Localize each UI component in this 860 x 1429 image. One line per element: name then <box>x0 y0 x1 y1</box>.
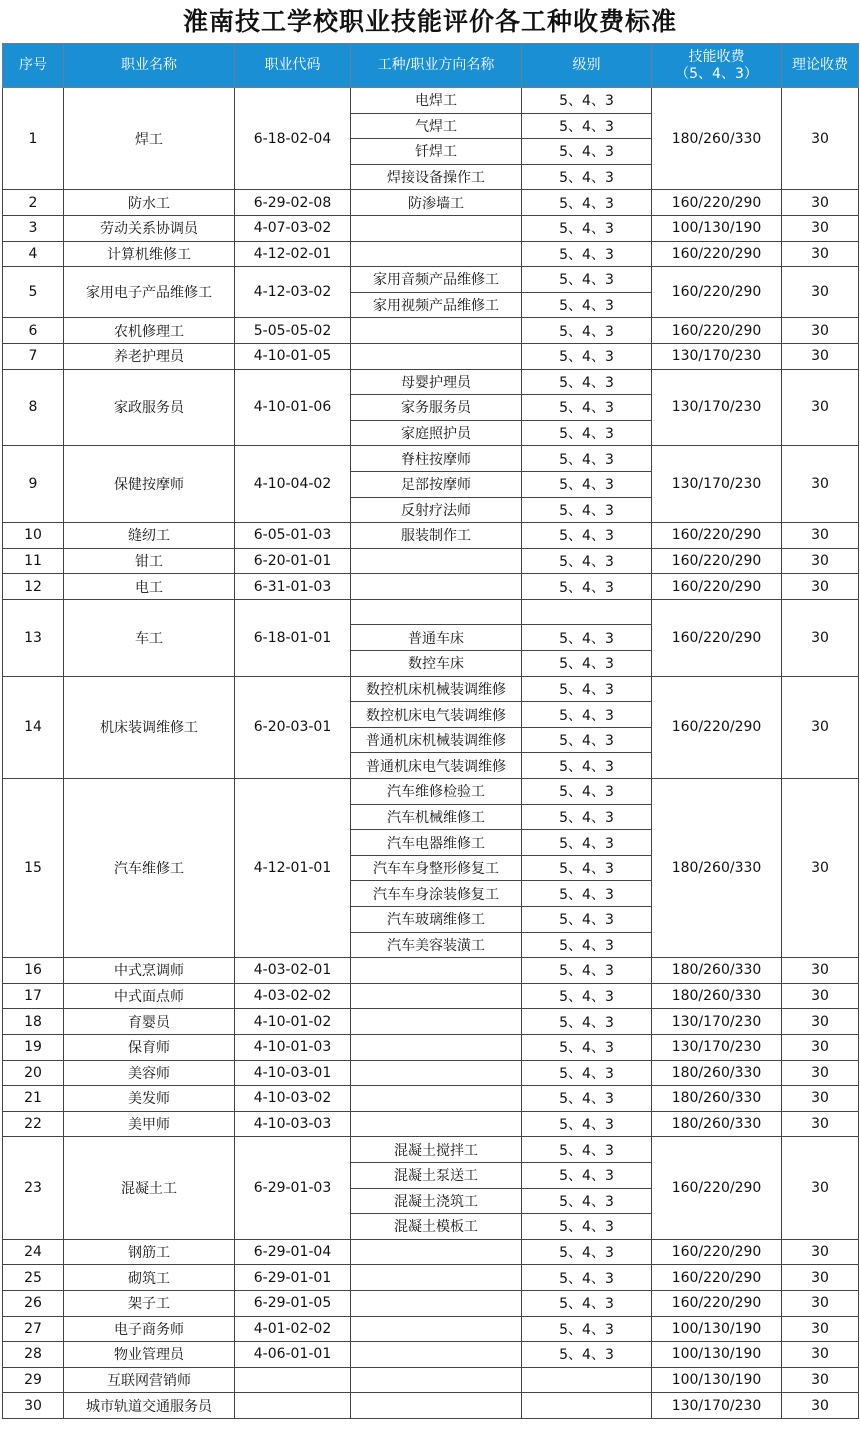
theory-fee-cell: 30 <box>782 523 859 549</box>
level-cell: 5、4、3 <box>522 676 652 702</box>
direction-cell <box>351 241 522 267</box>
theory-fee-cell: 30 <box>782 574 859 600</box>
table-row <box>3 1393 859 1419</box>
occupation-name-cell: 机床装调维修工 <box>64 676 235 778</box>
seq-cell: 30 <box>3 1393 64 1419</box>
header-skill-fee <box>652 44 782 88</box>
level-cell: 5、4、3 <box>522 369 652 395</box>
seq-cell: 22 <box>3 1111 64 1137</box>
occupation-name-cell: 互联网营销师 <box>64 1367 235 1393</box>
skill-fee-cell: 160/220/290 <box>652 318 782 344</box>
theory-fee-cell: 30 <box>782 241 859 267</box>
occupation-code-cell: 4-12-03-02 <box>235 267 351 318</box>
occupation-name-cell: 电子商务师 <box>64 1316 235 1342</box>
direction-cell: 母婴护理员 <box>351 369 522 395</box>
seq-cell: 4 <box>3 241 64 267</box>
level-cell: 5、4、3 <box>522 343 652 369</box>
level-cell: 5、4、3 <box>522 190 652 216</box>
seq-cell: 20 <box>3 1060 64 1086</box>
occupation-code-cell: 6-20-03-01 <box>235 676 351 778</box>
direction-cell <box>351 1239 522 1265</box>
theory-fee-cell: 30 <box>782 1086 859 1112</box>
direction-cell <box>351 215 522 241</box>
direction-cell: 汽车机械维修工 <box>351 804 522 830</box>
skill-fee-cell: 100/130/190 <box>652 1342 782 1368</box>
seq-cell: 28 <box>3 1342 64 1368</box>
seq-cell: 9 <box>3 446 64 523</box>
direction-cell <box>351 1316 522 1342</box>
skill-fee-cell: 160/220/290 <box>652 523 782 549</box>
level-cell: 5、4、3 <box>522 471 652 497</box>
direction-cell: 服装制作工 <box>351 523 522 549</box>
direction-cell: 汽车美容装潢工 <box>351 932 522 958</box>
table-row <box>3 190 859 216</box>
table-row <box>3 343 859 369</box>
theory-fee-cell: 30 <box>782 1393 859 1419</box>
page-title: 淮南技工学校职业技能评价各工种收费标准 <box>182 7 677 36</box>
level-cell: 5、4、3 <box>522 1060 652 1086</box>
level-cell: 5、4、3 <box>522 753 652 779</box>
occupation-name-cell: 物业管理员 <box>64 1342 235 1368</box>
skill-fee-cell: 100/130/190 <box>652 1316 782 1342</box>
direction-cell: 汽车电器维修工 <box>351 830 522 856</box>
skill-fee-cell: 160/220/290 <box>652 190 782 216</box>
direction-cell: 混凝土搅拌工 <box>351 1137 522 1163</box>
direction-cell: 家庭照护员 <box>351 420 522 446</box>
level-cell: 5、4、3 <box>522 1137 652 1163</box>
table-row <box>3 1034 859 1060</box>
level-cell: 5、4、3 <box>522 395 652 421</box>
level-cell: 5、4、3 <box>522 1162 652 1188</box>
skill-fee-cell: 160/220/290 <box>652 599 782 676</box>
table-row <box>3 1239 859 1265</box>
theory-fee-cell: 30 <box>782 1290 859 1316</box>
skill-fee-cell: 160/220/290 <box>652 1265 782 1291</box>
level-cell: 5、4、3 <box>522 1034 652 1060</box>
direction-cell <box>351 1265 522 1291</box>
direction-cell: 数控机床电气装调维修 <box>351 702 522 728</box>
seq-cell: 15 <box>3 779 64 958</box>
level-cell: 5、4、3 <box>522 881 652 907</box>
seq-cell: 6 <box>3 318 64 344</box>
header-occupation: 职业名称 <box>64 44 235 88</box>
direction-cell <box>351 1290 522 1316</box>
seq-cell: 18 <box>3 1009 64 1035</box>
direction-cell: 数控车床 <box>351 651 522 677</box>
header-row <box>3 44 859 88</box>
seq-cell: 16 <box>3 958 64 984</box>
table-row <box>3 676 859 702</box>
theory-fee-cell: 30 <box>782 446 859 523</box>
direction-cell <box>351 1009 522 1035</box>
occupation-name-cell: 农机修理工 <box>64 318 235 344</box>
occupation-name-cell: 家用电子产品维修工 <box>64 267 235 318</box>
level-cell: 5、4、3 <box>522 932 652 958</box>
level-cell: 5、4、3 <box>522 804 652 830</box>
occupation-code-cell: 4-10-01-06 <box>235 369 351 446</box>
skill-fee-cell: 180/260/330 <box>652 958 782 984</box>
direction-cell: 足部按摩师 <box>351 471 522 497</box>
theory-fee-cell: 30 <box>782 1111 859 1137</box>
skill-fee-cell: 180/260/330 <box>652 1111 782 1137</box>
level-cell: 5、4、3 <box>522 548 652 574</box>
header-theory-fee: 理论收费 <box>782 44 859 88</box>
skill-fee-cell: 160/220/290 <box>652 548 782 574</box>
seq-cell: 23 <box>3 1137 64 1239</box>
skill-fee-cell: 130/170/230 <box>652 343 782 369</box>
seq-cell: 19 <box>3 1034 64 1060</box>
table-row <box>3 369 859 395</box>
seq-cell: 24 <box>3 1239 64 1265</box>
direction-cell <box>351 343 522 369</box>
level-cell: 5、4、3 <box>522 1214 652 1240</box>
level-cell: 5、4、3 <box>522 1265 652 1291</box>
direction-cell: 家用视频产品维修工 <box>351 292 522 318</box>
skill-fee-cell: 180/260/330 <box>652 779 782 958</box>
theory-fee-cell: 30 <box>782 1239 859 1265</box>
skill-fee-cell: 160/220/290 <box>652 1239 782 1265</box>
skill-fee-cell: 180/260/330 <box>652 1086 782 1112</box>
occupation-code-cell: 4-07-03-02 <box>235 215 351 241</box>
skill-fee-cell: 160/220/290 <box>652 267 782 318</box>
occupation-code-cell: 4-10-01-05 <box>235 343 351 369</box>
table-row <box>3 1367 859 1393</box>
table-row <box>3 1111 859 1137</box>
occupation-name-cell: 电工 <box>64 574 235 600</box>
direction-cell <box>351 548 522 574</box>
level-cell: 5、4、3 <box>522 1239 652 1265</box>
level-cell: 5、4、3 <box>522 1111 652 1137</box>
occupation-code-cell: 4-06-01-01 <box>235 1342 351 1368</box>
occupation-code-cell: 6-18-01-01 <box>235 599 351 676</box>
skill-fee-cell: 160/220/290 <box>652 676 782 778</box>
occupation-code-cell: 4-03-02-02 <box>235 983 351 1009</box>
theory-fee-cell: 30 <box>782 88 859 190</box>
direction-cell: 混凝土模板工 <box>351 1214 522 1240</box>
theory-fee-cell: 30 <box>782 779 859 958</box>
level-cell: 5、4、3 <box>522 855 652 881</box>
skill-fee-cell: 180/260/330 <box>652 983 782 1009</box>
level-cell: 5、4、3 <box>522 702 652 728</box>
occupation-code-cell: 4-10-04-02 <box>235 446 351 523</box>
occupation-code-cell: 4-10-03-01 <box>235 1060 351 1086</box>
direction-cell <box>351 958 522 984</box>
direction-cell: 普通机床机械装调维修 <box>351 727 522 753</box>
level-cell: 5、4、3 <box>522 574 652 600</box>
header-skill-fee-line2: （5、4、3） <box>675 65 758 82</box>
direction-cell: 混凝土浇筑工 <box>351 1188 522 1214</box>
skill-fee-cell: 180/260/330 <box>652 1060 782 1086</box>
direction-cell <box>351 1111 522 1137</box>
level-cell: 5、4、3 <box>522 830 652 856</box>
seq-cell: 1 <box>3 88 64 190</box>
skill-fee-cell: 130/170/230 <box>652 1393 782 1419</box>
occupation-name-cell: 焊工 <box>64 88 235 190</box>
header-seq: 序号 <box>3 44 64 88</box>
theory-fee-cell: 30 <box>782 548 859 574</box>
table-row <box>3 779 859 805</box>
skill-fee-cell: 160/220/290 <box>652 574 782 600</box>
table-row <box>3 983 859 1009</box>
direction-cell: 家务服务员 <box>351 395 522 421</box>
level-cell: 5、4、3 <box>522 779 652 805</box>
theory-fee-cell: 30 <box>782 1265 859 1291</box>
level-cell: 5、4、3 <box>522 983 652 1009</box>
table-row <box>3 599 859 625</box>
skill-fee-cell: 160/220/290 <box>652 241 782 267</box>
direction-cell <box>351 1060 522 1086</box>
direction-cell <box>351 1367 522 1393</box>
level-cell: 5、4、3 <box>522 1086 652 1112</box>
occupation-name-cell: 保育师 <box>64 1034 235 1060</box>
seq-cell: 7 <box>3 343 64 369</box>
seq-cell: 14 <box>3 676 64 778</box>
occupation-code-cell: 4-12-01-01 <box>235 779 351 958</box>
skill-fee-cell: 180/260/330 <box>652 88 782 190</box>
direction-cell: 普通车床 <box>351 625 522 651</box>
seq-cell: 17 <box>3 983 64 1009</box>
occupation-name-cell: 美容师 <box>64 1060 235 1086</box>
theory-fee-cell: 30 <box>782 1009 859 1035</box>
occupation-name-cell: 家政服务员 <box>64 369 235 446</box>
theory-fee-cell: 30 <box>782 1060 859 1086</box>
level-cell: 5、4、3 <box>522 1188 652 1214</box>
level-cell: 5、4、3 <box>522 1316 652 1342</box>
direction-cell <box>351 1034 522 1060</box>
level-cell: 5、4、3 <box>522 420 652 446</box>
theory-fee-cell: 30 <box>782 343 859 369</box>
direction-cell: 汽车维修检验工 <box>351 779 522 805</box>
skill-fee-cell: 130/170/230 <box>652 1034 782 1060</box>
level-cell: 5、4、3 <box>522 318 652 344</box>
direction-cell: 气焊工 <box>351 113 522 139</box>
skill-fee-cell: 130/170/230 <box>652 446 782 523</box>
level-cell: 5、4、3 <box>522 446 652 472</box>
theory-fee-cell: 30 <box>782 983 859 1009</box>
level-cell: 5、4、3 <box>522 267 652 293</box>
occupation-name-cell: 美发师 <box>64 1086 235 1112</box>
direction-cell: 汽车车身整形修复工 <box>351 855 522 881</box>
level-cell: 5、4、3 <box>522 164 652 190</box>
level-cell: 5、4、3 <box>522 907 652 933</box>
level-cell: 5、4、3 <box>522 88 652 114</box>
direction-cell: 家用音频产品维修工 <box>351 267 522 293</box>
theory-fee-cell: 30 <box>782 369 859 446</box>
occupation-code-cell: 6-18-02-04 <box>235 88 351 190</box>
occupation-name-cell: 劳动关系协调员 <box>64 215 235 241</box>
theory-fee-cell: 30 <box>782 599 859 676</box>
seq-cell: 13 <box>3 599 64 676</box>
theory-fee-cell: 30 <box>782 958 859 984</box>
seq-cell: 2 <box>3 190 64 216</box>
theory-fee-cell: 30 <box>782 1367 859 1393</box>
direction-cell: 电焊工 <box>351 88 522 114</box>
table-row <box>3 241 859 267</box>
occupation-name-cell: 缝纫工 <box>64 523 235 549</box>
level-cell: 5、4、3 <box>522 651 652 677</box>
table-row <box>3 574 859 600</box>
direction-cell: 混凝土泵送工 <box>351 1162 522 1188</box>
level-cell: 5、4、3 <box>522 241 652 267</box>
direction-cell: 普通机床电气装调维修 <box>351 753 522 779</box>
direction-cell: 防渗墙工 <box>351 190 522 216</box>
level-cell <box>522 1367 652 1393</box>
occupation-name-cell: 中式面点师 <box>64 983 235 1009</box>
occupation-code-cell: 4-10-01-03 <box>235 1034 351 1060</box>
occupation-name-cell: 中式烹调师 <box>64 958 235 984</box>
theory-fee-cell: 30 <box>782 267 859 318</box>
seq-cell: 3 <box>3 215 64 241</box>
level-cell: 5、4、3 <box>522 1009 652 1035</box>
level-cell: 5、4、3 <box>522 497 652 523</box>
occupation-name-cell: 架子工 <box>64 1290 235 1316</box>
level-cell: 5、4、3 <box>522 139 652 165</box>
level-cell: 5、4、3 <box>522 625 652 651</box>
theory-fee-cell: 30 <box>782 1342 859 1368</box>
skill-fee-cell: 160/220/290 <box>652 1290 782 1316</box>
occupation-code-cell: 6-29-01-04 <box>235 1239 351 1265</box>
direction-cell <box>351 983 522 1009</box>
occupation-code-cell: 4-10-03-03 <box>235 1111 351 1137</box>
occupation-code-cell: 5-05-05-02 <box>235 318 351 344</box>
occupation-code-cell: 4-03-02-01 <box>235 958 351 984</box>
level-cell: 5、4、3 <box>522 1290 652 1316</box>
occupation-code-cell: 4-10-01-02 <box>235 1009 351 1035</box>
header-skill-fee-line1: 技能收费 <box>688 48 745 65</box>
level-cell: 5、4、3 <box>522 1342 652 1368</box>
occupation-name-cell: 计算机维修工 <box>64 241 235 267</box>
direction-cell <box>351 1086 522 1112</box>
table-row <box>3 1290 859 1316</box>
theory-fee-cell: 30 <box>782 676 859 778</box>
direction-cell: 数控机床机械装调维修 <box>351 676 522 702</box>
occupation-code-cell: 6-20-01-01 <box>235 548 351 574</box>
table-row <box>3 267 859 293</box>
occupation-name-cell: 钢筋工 <box>64 1239 235 1265</box>
occupation-code-cell: 4-10-03-02 <box>235 1086 351 1112</box>
table-row <box>3 1316 859 1342</box>
direction-cell: 汽车玻璃维修工 <box>351 907 522 933</box>
occupation-name-cell: 养老护理员 <box>64 343 235 369</box>
seq-cell: 26 <box>3 1290 64 1316</box>
theory-fee-cell: 30 <box>782 190 859 216</box>
occupation-code-cell: 4-01-02-02 <box>235 1316 351 1342</box>
table-row <box>3 215 859 241</box>
occupation-code-cell: 6-29-02-08 <box>235 190 351 216</box>
occupation-name-cell: 城市轨道交通服务员 <box>64 1393 235 1419</box>
table-row <box>3 88 859 114</box>
occupation-name-cell: 育婴员 <box>64 1009 235 1035</box>
seq-cell: 10 <box>3 523 64 549</box>
fee-table <box>2 43 859 1419</box>
level-cell: 5、4、3 <box>522 215 652 241</box>
occupation-name-cell: 车工 <box>64 599 235 676</box>
level-cell: 5、4、3 <box>522 523 652 549</box>
table-row <box>3 1137 859 1163</box>
occupation-code-cell <box>235 1393 351 1419</box>
seq-cell: 12 <box>3 574 64 600</box>
level-cell: 5、4、3 <box>522 292 652 318</box>
theory-fee-cell: 30 <box>782 1137 859 1239</box>
occupation-name-cell: 防水工 <box>64 190 235 216</box>
level-cell <box>522 1393 652 1419</box>
direction-cell: 焊接设备操作工 <box>351 164 522 190</box>
direction-cell: 脊柱按摩师 <box>351 446 522 472</box>
occupation-name-cell: 钳工 <box>64 548 235 574</box>
occupation-code-cell: 6-29-01-03 <box>235 1137 351 1239</box>
direction-cell <box>351 574 522 600</box>
occupation-name-cell: 保健按摩师 <box>64 446 235 523</box>
direction-cell <box>351 1393 522 1419</box>
table-row <box>3 1342 859 1368</box>
table-row <box>3 1086 859 1112</box>
direction-cell: 反射疗法师 <box>351 497 522 523</box>
theory-fee-cell: 30 <box>782 318 859 344</box>
header-code: 职业代码 <box>235 44 351 88</box>
table-row <box>3 523 859 549</box>
occupation-name-cell: 美甲师 <box>64 1111 235 1137</box>
seq-cell: 29 <box>3 1367 64 1393</box>
occupation-code-cell: 6-31-01-03 <box>235 574 351 600</box>
level-cell: 5、4、3 <box>522 958 652 984</box>
occupation-code-cell: 6-29-01-05 <box>235 1290 351 1316</box>
theory-fee-cell: 30 <box>782 1316 859 1342</box>
table-body <box>3 88 859 1419</box>
seq-cell: 25 <box>3 1265 64 1291</box>
occupation-name-cell: 砌筑工 <box>64 1265 235 1291</box>
seq-cell: 21 <box>3 1086 64 1112</box>
occupation-code-cell: 6-05-01-03 <box>235 523 351 549</box>
header-level: 级别 <box>522 44 652 88</box>
table-row <box>3 318 859 344</box>
level-cell: 5、4、3 <box>522 113 652 139</box>
seq-cell: 11 <box>3 548 64 574</box>
level-cell <box>522 599 652 625</box>
table-row <box>3 1265 859 1291</box>
theory-fee-cell: 30 <box>782 1034 859 1060</box>
skill-fee-cell: 100/130/190 <box>652 215 782 241</box>
skill-fee-cell: 160/220/290 <box>652 1137 782 1239</box>
table-row <box>3 1060 859 1086</box>
skill-fee-cell: 100/130/190 <box>652 1367 782 1393</box>
skill-fee-cell: 130/170/230 <box>652 1009 782 1035</box>
occupation-code-cell: 4-12-02-01 <box>235 241 351 267</box>
table-row <box>3 548 859 574</box>
direction-cell <box>351 599 522 625</box>
theory-fee-cell: 30 <box>782 215 859 241</box>
direction-cell: 钎焊工 <box>351 139 522 165</box>
direction-cell <box>351 1342 522 1368</box>
level-cell: 5、4、3 <box>522 727 652 753</box>
table-row <box>3 1009 859 1035</box>
skill-fee-cell: 130/170/230 <box>652 369 782 446</box>
direction-cell <box>351 318 522 344</box>
occupation-name-cell: 混凝土工 <box>64 1137 235 1239</box>
occupation-code-cell <box>235 1367 351 1393</box>
direction-cell: 汽车车身涂装修复工 <box>351 881 522 907</box>
occupation-code-cell: 6-29-01-01 <box>235 1265 351 1291</box>
occupation-name-cell: 汽车维修工 <box>64 779 235 958</box>
seq-cell: 8 <box>3 369 64 446</box>
header-direction: 工种/职业方向名称 <box>351 44 522 88</box>
table-row <box>3 446 859 472</box>
table-row <box>3 958 859 984</box>
seq-cell: 5 <box>3 267 64 318</box>
seq-cell: 27 <box>3 1316 64 1342</box>
